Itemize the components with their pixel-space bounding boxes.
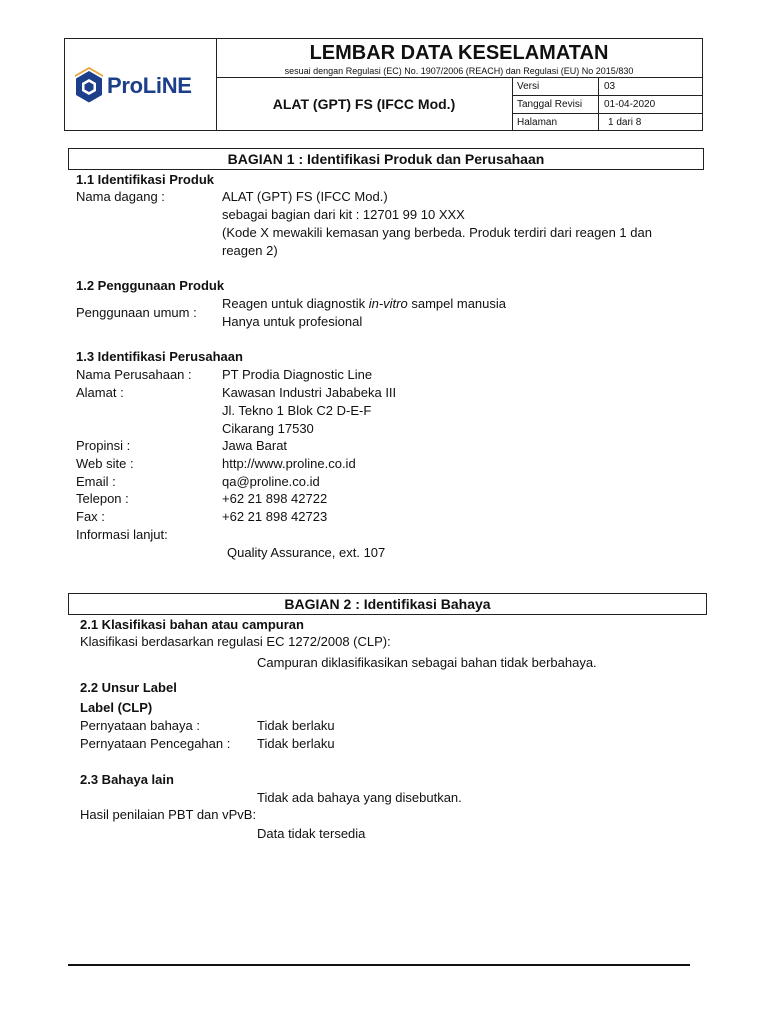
product-name: ALAT (GPT) FS (IFCC Mod.) xyxy=(272,96,456,112)
province-value: Jawa Barat xyxy=(222,438,288,453)
classification-line: Klasifikasi berdasarkan regulasi EC 1272/2008 (CLP): xyxy=(80,634,391,649)
further-info-label: Informasi lanjut: xyxy=(76,527,168,542)
footer-rule xyxy=(68,964,690,966)
heading-2-1: 2.1 Klasifikasi bahan atau campuran xyxy=(80,617,304,632)
hazard-statement-label: Pernyataan bahaya : xyxy=(80,718,200,733)
address-value: Cikarang 17530 xyxy=(222,421,314,436)
trade-name-line: ALAT (GPT) FS (IFCC Mod.) xyxy=(222,189,388,204)
email-link[interactable]: qa@proline.co.id xyxy=(222,474,320,489)
general-use-line-1: Reagen untuk diagnostik in-vitro sampel manusia xyxy=(222,296,507,311)
regulation-subtitle: sesuai dengan Regulasi (EC) No. 1907/2006 (REACH) dan Regulasi (EU) No 2015/830 xyxy=(284,66,634,76)
document-header xyxy=(64,38,703,131)
section-2-title: BAGIAN 2 : Identifikasi Bahaya xyxy=(68,593,707,615)
further-info-value: Quality Assurance, ext. 107 xyxy=(227,545,386,560)
address-value: Jl. Tekno 1 Blok C2 D-E-F xyxy=(222,403,372,418)
general-use-line-2: Hanya untuk profesional xyxy=(222,314,363,329)
trade-name-line: reagen 2) xyxy=(222,243,278,258)
header-divider xyxy=(512,77,513,130)
trade-name-line: sebagai bagian dari kit : 12701 99 10 XXX xyxy=(222,207,465,222)
meta-label-version: Versi xyxy=(517,81,540,92)
precaution-statement-label: Pernyataan Pencegahan : xyxy=(80,736,231,751)
meta-label-page: Halaman xyxy=(517,117,558,128)
general-use-label: Penggunaan umum : xyxy=(76,305,197,320)
pbt-assessment-label: Hasil penilaian PBT dan vPvB: xyxy=(80,807,257,822)
fax-label: Fax : xyxy=(76,509,105,524)
address-value: Kawasan Industri Jababeka III xyxy=(222,385,397,400)
pbt-assessment-value: Data tidak tersedia xyxy=(257,826,366,841)
header-divider xyxy=(598,77,599,130)
trade-name-label: Nama dagang : xyxy=(76,189,165,204)
header-divider xyxy=(512,95,702,96)
meta-label-revision-date: Tanggal Revisi xyxy=(517,99,583,110)
heading-2-2: 2.2 Unsur Label xyxy=(80,680,177,695)
hexagon-logo-icon xyxy=(73,65,105,109)
company-name-label: Nama Perusahaan : xyxy=(76,367,192,382)
precaution-statement-value: Tidak berlaku xyxy=(257,736,335,751)
classification-value: Campuran diklasifikasikan sebagai bahan tidak berbahaya. xyxy=(257,655,597,670)
heading-1-2: 1.2 Penggunaan Produk xyxy=(76,278,225,293)
heading-1-3: 1.3 Identifikasi Perusahaan xyxy=(76,349,243,364)
heading-1-1: 1.1 Identifikasi Produk xyxy=(76,172,214,187)
phone-label: Telepon : xyxy=(76,491,129,506)
other-hazard-value: Tidak ada bahaya yang disebutkan. xyxy=(257,790,462,805)
fax-value: +62 21 898 42723 xyxy=(222,509,328,524)
meta-value-version: 03 xyxy=(604,81,616,92)
header-divider xyxy=(216,77,702,78)
trade-name-line: (Kode X mewakili kemasan yang berbeda. Produk terdiri dari reagen 1 dan xyxy=(222,225,652,240)
province-label: Propinsi : xyxy=(76,438,131,453)
website-link[interactable]: http://www.proline.co.id xyxy=(222,456,356,471)
header-divider xyxy=(512,113,702,114)
section-1-title: BAGIAN 1 : Identifikasi Produk dan Perusahaan xyxy=(68,148,704,170)
hazard-statement-value: Tidak berlaku xyxy=(257,718,335,733)
meta-value-page: 1 dari 8 xyxy=(608,117,642,128)
company-logo xyxy=(73,65,213,109)
meta-value-revision-date: 01-04-2020 xyxy=(604,99,656,110)
address-label: Alamat : xyxy=(76,385,124,400)
company-name-value: PT Prodia Diagnostic Line xyxy=(222,367,373,382)
website-label: Web site : xyxy=(76,456,134,471)
email-label: Email : xyxy=(76,474,116,489)
label-clp-subheading: Label (CLP) xyxy=(80,700,153,715)
heading-2-3: 2.3 Bahaya lain xyxy=(80,772,174,787)
brand-name: ProLiNE xyxy=(107,73,192,98)
document-title: LEMBAR DATA KESELAMATAN xyxy=(309,42,609,64)
phone-value: +62 21 898 42722 xyxy=(222,491,328,506)
